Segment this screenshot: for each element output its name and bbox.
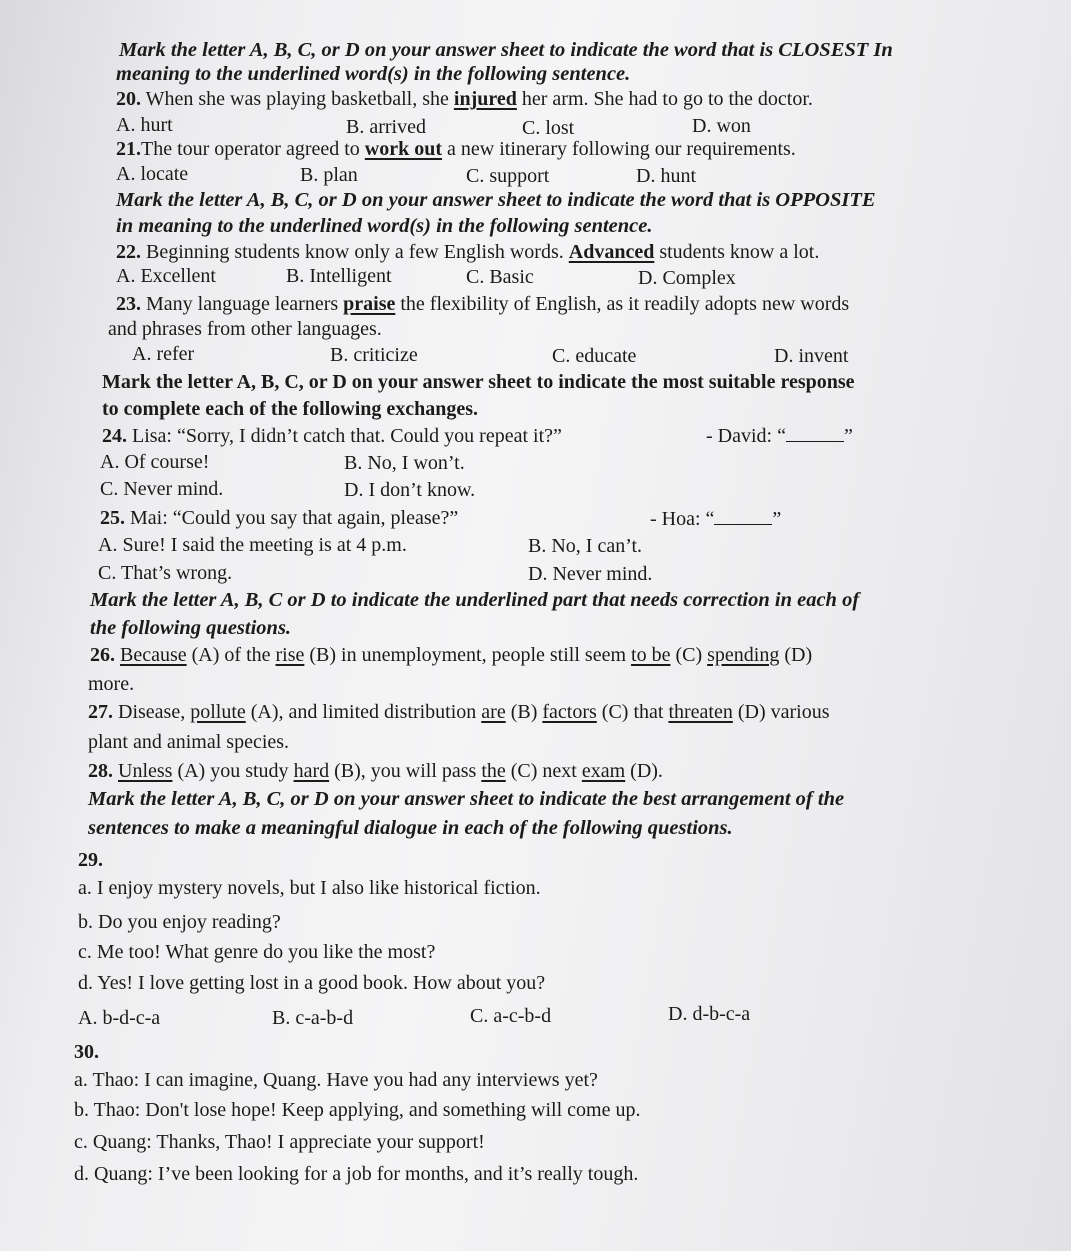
section-instruction-correction: Mark the letter A, B, C or D to indicate the underlined part that needs correction in each of <box>90 589 860 611</box>
option-c: C. support <box>466 165 550 187</box>
underlined-part-d: spending <box>707 644 780 666</box>
underlined-part-c: the <box>481 760 506 782</box>
option-c: C. Basic <box>466 266 534 288</box>
dialogue-line-d: d. Quang: I’ve been looking for a job for months, and it’s really tough. <box>74 1163 639 1185</box>
question-25-reply: - Hoa: “ ” <box>650 508 782 530</box>
option-b: B. criticize <box>330 344 418 366</box>
underlined-word: praise <box>343 293 396 315</box>
question-23: 23. Many language learners praise the flexibility of English, as it readily adopts new words <box>116 293 850 315</box>
question-28: 28. Unless (A) you study hard (B), you will pass the (C) next exam (D). <box>88 760 663 782</box>
option-c: C. educate <box>552 345 637 367</box>
section-instruction-closest-cont: meaning to the underlined word(s) in the following sentence. <box>116 63 631 85</box>
answer-blank <box>714 510 772 525</box>
question-27: 27. Disease, pollute (A), and limited distribution are (B) factors (C) that threaten (D) various <box>88 701 830 723</box>
option-b: B. arrived <box>346 116 426 138</box>
option-b: B. plan <box>300 164 358 186</box>
question-22: 22. Beginning students know only a few English words. Advanced students know a lot. <box>116 241 820 263</box>
dialogue-line-d: d. Yes! I love getting lost in a good book. How about you? <box>78 972 546 994</box>
dialogue-line-a: a. I enjoy mystery novels, but I also like historical fiction. <box>78 877 541 899</box>
underlined-part-b: rise <box>275 644 305 666</box>
option-a: A. hurt <box>116 114 173 136</box>
option-d: D. Complex <box>638 267 736 289</box>
section-instruction-response: Mark the letter A, B, C, or D on your answer sheet to indicate the most suitable response <box>102 371 855 393</box>
option-b: B. c-a-b-d <box>272 1007 354 1029</box>
question-number: 24. <box>102 425 127 447</box>
section-instruction-arrangement-cont: sentences to make a meaningful dialogue in each of the following questions. <box>88 817 733 839</box>
section-instruction-opposite-cont: in meaning to the underlined word(s) in the following sentence. <box>116 215 653 237</box>
underlined-part-c: to be <box>631 644 671 666</box>
question-24: 24. Lisa: “Sorry, I didn’t catch that. Could you repeat it?” <box>102 425 562 447</box>
question-number: 21. <box>116 138 141 160</box>
section-instruction-arrangement: Mark the letter A, B, C, or D on your answer sheet to indicate the best arrangement of the <box>88 788 845 810</box>
question-20: 20. When she was playing basketball, she injured her arm. She had to go to the doctor. <box>116 88 813 110</box>
question-21: 21.The tour operator agreed to work out a new itinerary following our requirements. <box>116 138 796 160</box>
option-b: B. No, I can’t. <box>528 535 643 557</box>
dialogue-line-c: c. Me too! What genre do you like the most? <box>78 941 436 963</box>
answer-blank <box>786 427 844 442</box>
option-a: A. locate <box>116 163 189 185</box>
section-instruction-opposite: Mark the letter A, B, C, or D on your answer sheet to indicate the word that is OPPOSITE <box>116 189 876 211</box>
question-27-cont: plant and animal species. <box>88 731 290 753</box>
option-a: A. Excellent <box>116 265 216 287</box>
underlined-part-a: Unless <box>118 760 173 782</box>
underlined-part-a: pollute <box>190 701 246 723</box>
underlined-part-d: exam <box>581 760 626 782</box>
question-25: 25. Mai: “Could you say that again, please?” <box>100 507 459 529</box>
option-d: D. Never mind. <box>528 563 653 585</box>
option-c: C. That’s wrong. <box>98 562 233 584</box>
option-a: A. Of course! <box>100 451 210 473</box>
option-d: D. won <box>692 115 751 137</box>
option-d: D. d-b-c-a <box>668 1003 751 1025</box>
option-b: B. Intelligent <box>286 265 392 287</box>
option-c: C. Never mind. <box>100 478 224 500</box>
question-26: 26. Because (A) of the rise (B) in unemployment, people still seem to be (C) spending (D) <box>90 644 813 666</box>
option-d: D. I don’t know. <box>344 479 476 501</box>
underlined-part-a: Because <box>120 644 187 666</box>
dialogue-line-b: b. Thao: Don't lose hope! Keep applying, and something will come up. <box>74 1099 641 1121</box>
question-24-reply: - David: “ ” <box>706 425 853 447</box>
option-d: D. hunt <box>636 165 696 187</box>
question-26-cont: more. <box>88 673 135 695</box>
option-b: B. No, I won’t. <box>344 452 465 474</box>
section-instruction-correction-cont: the following questions. <box>90 617 292 639</box>
underlined-word: Advanced <box>568 241 655 263</box>
section-instruction-response-cont: to complete each of the following exchanges. <box>102 398 479 420</box>
underlined-part-b: are <box>481 701 506 723</box>
question-number: 27. <box>88 701 113 723</box>
dialogue-line-c: c. Quang: Thanks, Thao! I appreciate your support! <box>74 1131 485 1153</box>
underlined-word: injured <box>453 88 517 110</box>
underlined-word: work out <box>364 138 443 160</box>
question-number: 26. <box>90 644 115 666</box>
option-d: D. invent <box>774 345 849 367</box>
underlined-part-c: factors <box>542 701 597 723</box>
option-a: A. refer <box>132 343 195 365</box>
underlined-part-d: threaten <box>668 701 733 723</box>
option-a: A. b-d-c-a <box>78 1007 161 1029</box>
option-c: C. lost <box>522 117 575 139</box>
option-c: C. a-c-b-d <box>470 1005 552 1027</box>
question-29-number: 29. <box>78 849 103 871</box>
underlined-part-b: hard <box>293 760 330 782</box>
question-number: 25. <box>100 507 125 529</box>
option-a: A. Sure! I said the meeting is at 4 p.m. <box>98 534 407 556</box>
question-23-cont: and phrases from other languages. <box>108 318 382 340</box>
dialogue-line-b: b. Do you enjoy reading? <box>78 911 281 933</box>
section-instruction-closest: Mark the letter A, B, C, or D on your answer sheet to indicate the word that is CLOSEST In <box>119 39 893 61</box>
question-number: 22. <box>116 241 141 263</box>
question-30-number: 30. <box>74 1041 99 1063</box>
question-number: 20. <box>116 88 141 110</box>
question-number: 28. <box>88 760 113 782</box>
question-number: 23. <box>116 293 141 315</box>
dialogue-line-a: a. Thao: I can imagine, Quang. Have you had any interviews yet? <box>74 1069 598 1091</box>
